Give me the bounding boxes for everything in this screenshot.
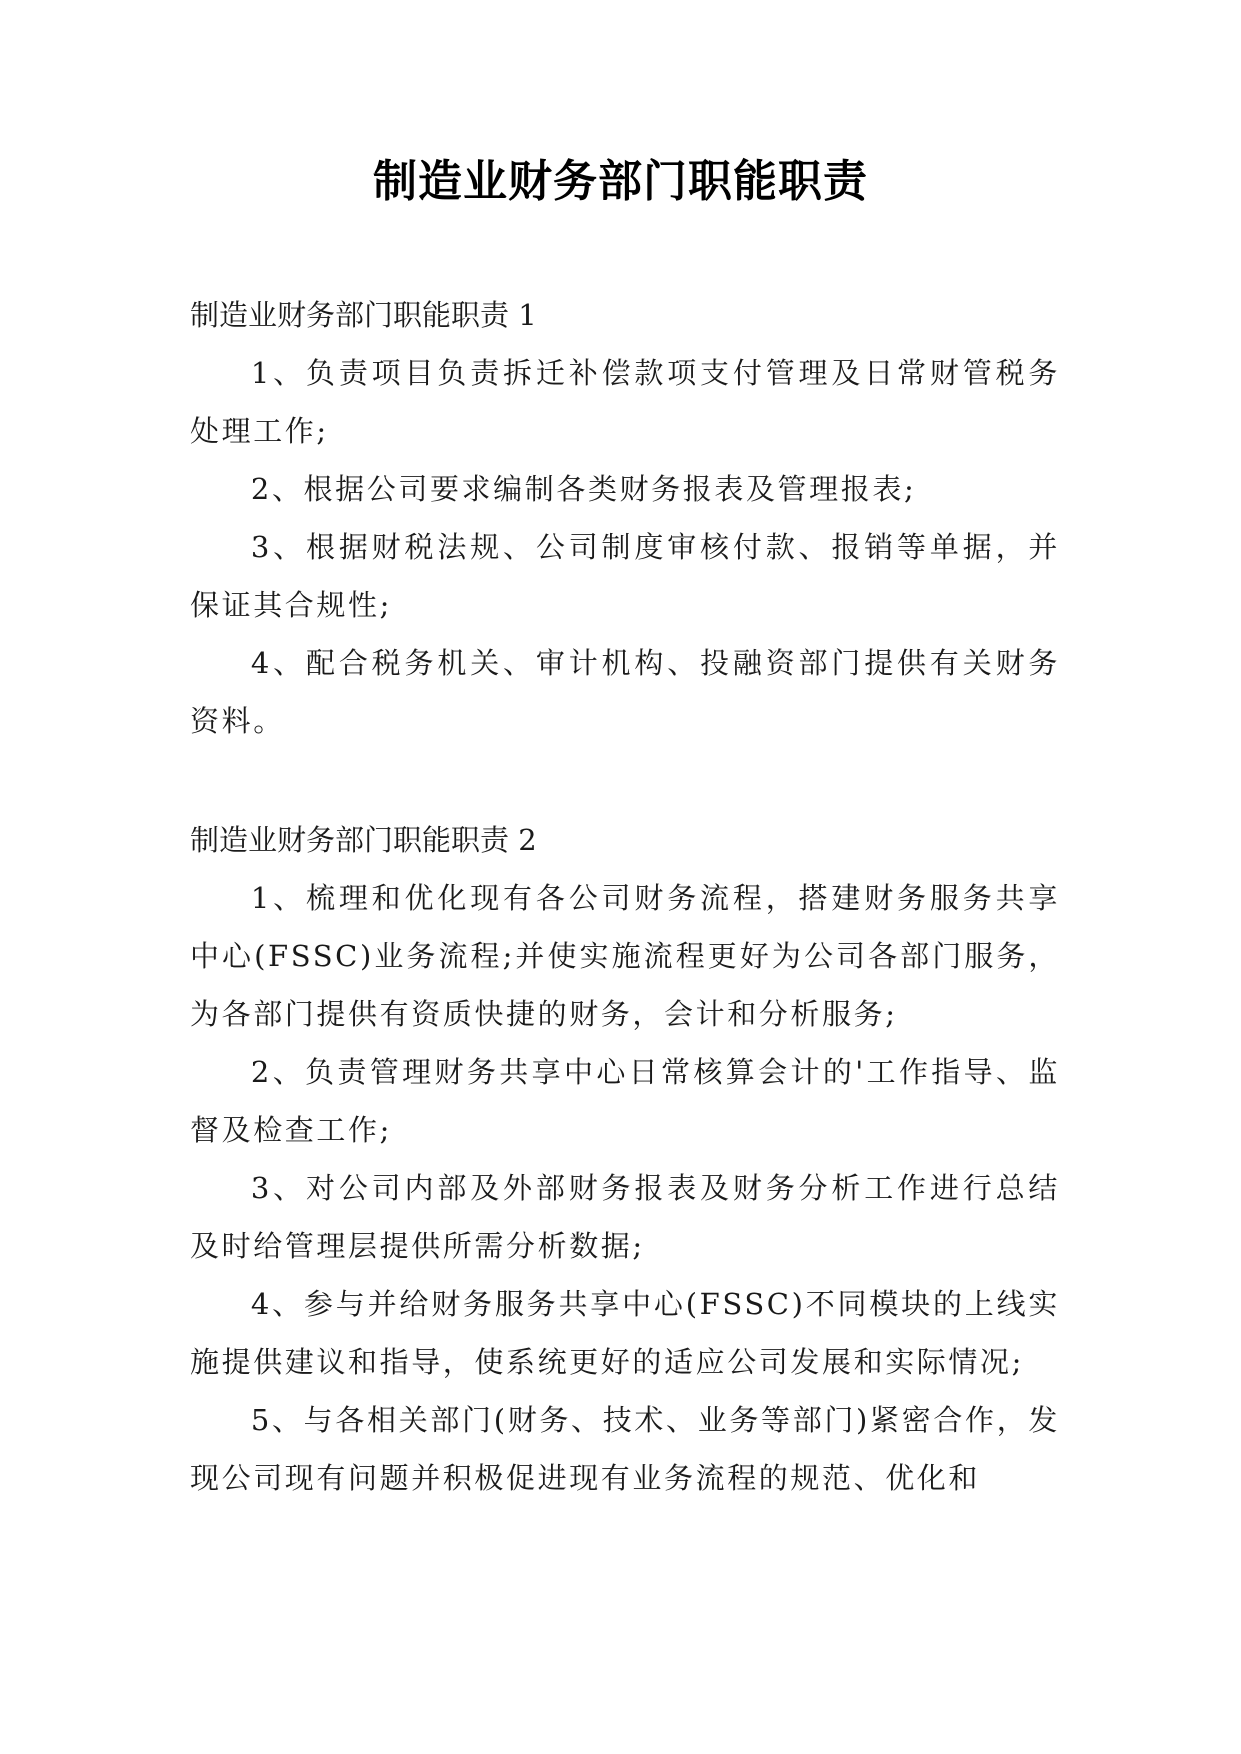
section-2	[190, 811, 1060, 1507]
section-heading: 制造业财务部门职能职责 2	[190, 823, 537, 857]
section-1	[190, 286, 1060, 750]
paragraph: 1、负责项目负责拆迁补偿款项支付管理及日常财管税务处理工作;	[190, 356, 1060, 448]
paragraph: 4、配合税务机关、审计机构、投融资部门提供有关财务资料。	[190, 646, 1060, 738]
section-heading: 制造业财务部门职能职责 1	[190, 298, 537, 332]
paragraph: 1、梳理和优化现有各公司财务流程，搭建财务服务共享中心(FSSC)业务流程;并使实施流程更好为公司各部门服务，为各部门提供有资质快捷的财务，会计和分析服务;	[190, 881, 1060, 1031]
paragraph: 3、对公司内部及外部财务报表及财务分析工作进行总结及时给管理层提供所需分析数据;	[190, 1171, 1060, 1263]
paragraph: 3、根据财税法规、公司制度审核付款、报销等单据，并保证其合规性;	[190, 530, 1060, 622]
paragraph: 4、参与并给财务服务共享中心(FSSC)不同模块的上线实施提供建议和指导，使系统更好的适应公司发展和实际情况;	[190, 1287, 1060, 1379]
paragraph: 2、负责管理财务共享中心日常核算会计的'工作指导、监督及检查工作;	[190, 1055, 1060, 1147]
document-title: 制造业财务部门职能职责	[373, 156, 868, 207]
paragraph: 5、与各相关部门(财务、技术、业务等部门)紧密合作，发现公司现有问题并积极促进现有业务流程的规范、优化和	[190, 1403, 1060, 1495]
paragraph: 2、根据公司要求编制各类财务报表及管理报表;	[250, 472, 917, 506]
